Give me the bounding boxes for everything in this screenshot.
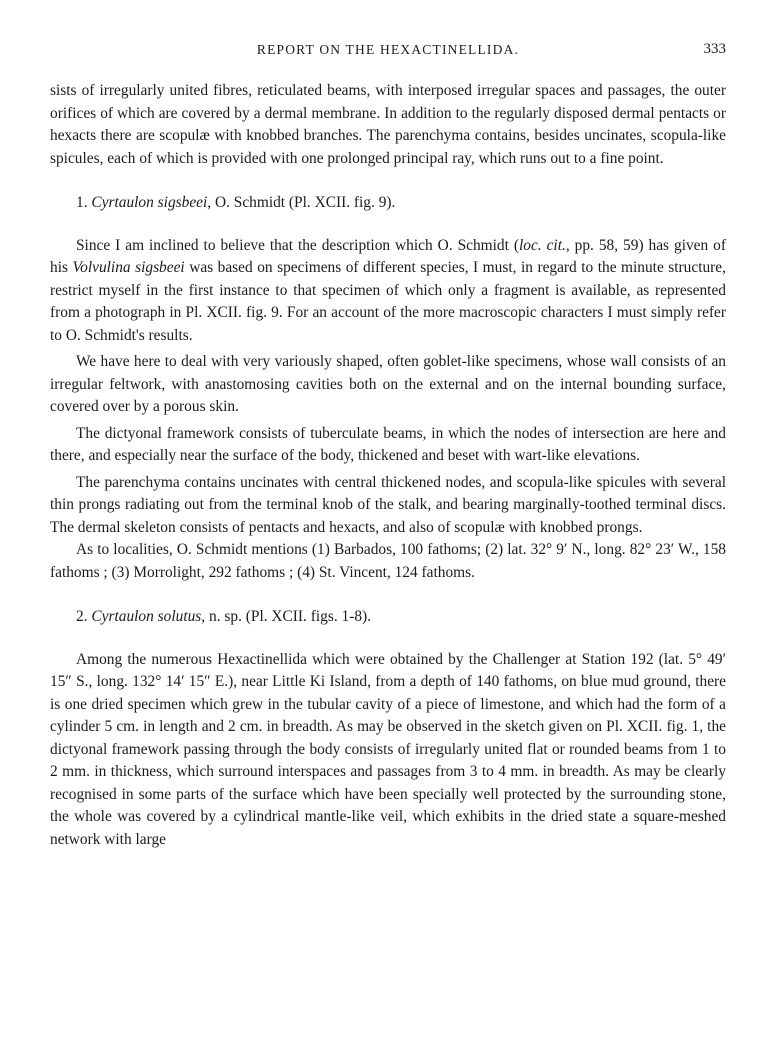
page-number: 333	[703, 41, 726, 57]
text-run: Since I am inclined to believe that the description which O. Schmidt (	[76, 236, 519, 254]
species-name: Cyrtaulon solutus	[91, 608, 202, 625]
species-heading-1	[76, 192, 726, 215]
paragraph: We have here to deal with very variously shaped, often goblet-like specimens, whose wall consists of an irregular feltwork, with anastomosing cavities both on the external and on the internal bounding surface, covered over by a porous skin.	[50, 353, 726, 415]
paragraph: As to localities, O. Schmidt mentions (1) Barbados, 100 fathoms; (2) lat. 32° 9′ N., long. 82° 23′ W., 158 fathoms ; (3) Morrolight, 292 fathoms ; (4) St. Vincent, 124 fathoms.	[50, 541, 726, 581]
species-number: 1.	[76, 194, 88, 211]
paragraph: Among the numerous Hexactinellida which were obtained by the Challenger at Station 192 (lat. 5° 49′ 15″ S., long. 132° 14′ 15″ E.), near Little Ki Island, from a depth of 140 fathoms, on blue mud ground, there is one dried specimen which grew in the tubular cavity of a piece of limestone, and which had the form of a cylinder 5 cm. in length and 2 cm. in breadth. As may be observed in the sketch given on Pl. XCII. fig. 1, the dictyonal framework passing through the body consists of irregularly united flat or rounded beams from 1 to 2 mm. in thickness, which surround interspaces and passages from 3 to 4 mm. in breadth. As may be clearly recognised in some parts of the surface which have been specially well protected by the surrounding stone, the whole was covered by a cylindrical mantle-like veil, which exhibits in the dried state a square-meshed network with large	[50, 650, 726, 848]
species-authority: , O. Schmidt (Pl. XCII. fig. 9).	[207, 194, 396, 211]
article-body	[50, 80, 726, 851]
paragraph: The parenchyma contains uncinates with central thickened nodes, and scopula-like spicules with several thin prongs radiating out from the terminal knob of the stalk, and bearing marginally-toothed terminal discs. The dermal skeleton consists of pentacts and hexacts, and also of scopulæ with knobbed prongs.	[50, 473, 726, 536]
species-name: Cyrtaulon sigsbeei	[91, 194, 208, 211]
running-head	[50, 38, 726, 58]
paragraph: The dictyonal framework consists of tuberculate beams, in which the nodes of intersection are here and there, and especially near the surface of the body, thickened and beset with wart-like elevations.	[50, 424, 726, 464]
species-heading-2	[76, 606, 726, 629]
paragraph	[50, 235, 726, 348]
taxon-name: Volvulina sigsbeei	[72, 259, 185, 276]
running-title: REPORT ON THE HEXACTINELLIDA.	[256, 42, 520, 57]
text-run: , pp. 58, 59) has given of his	[50, 236, 726, 276]
intro-paragraph: sists of irregularly united fibres, reticulated beams, with interposed irregular spaces and passages, the outer orifices of which are covered by a dermal membrane. In addition to the regularly disposed dermal pentacts or hexacts there are scopulæ with knobbed branches. The parenchyma contains, besides uncinates, scopula-like spicules, each of which is provided with one prolonged principal ray, which runs out to a fine point.	[50, 82, 726, 167]
species-authority: , n. sp. (Pl. XCII. figs. 1-8).	[201, 608, 372, 625]
citation: loc. cit.	[518, 236, 566, 254]
species-number: 2.	[76, 608, 88, 625]
text-run: was based on specimens of different species, I must, in regard to the minute structure, restrict myself in the first instance to that specimen of which only a fragment is available, as represented from a photograph in Pl. XCII. fig. 9. For an account of the more macroscopic characters I must simply refer to O. Schmidt's results.	[50, 259, 726, 344]
